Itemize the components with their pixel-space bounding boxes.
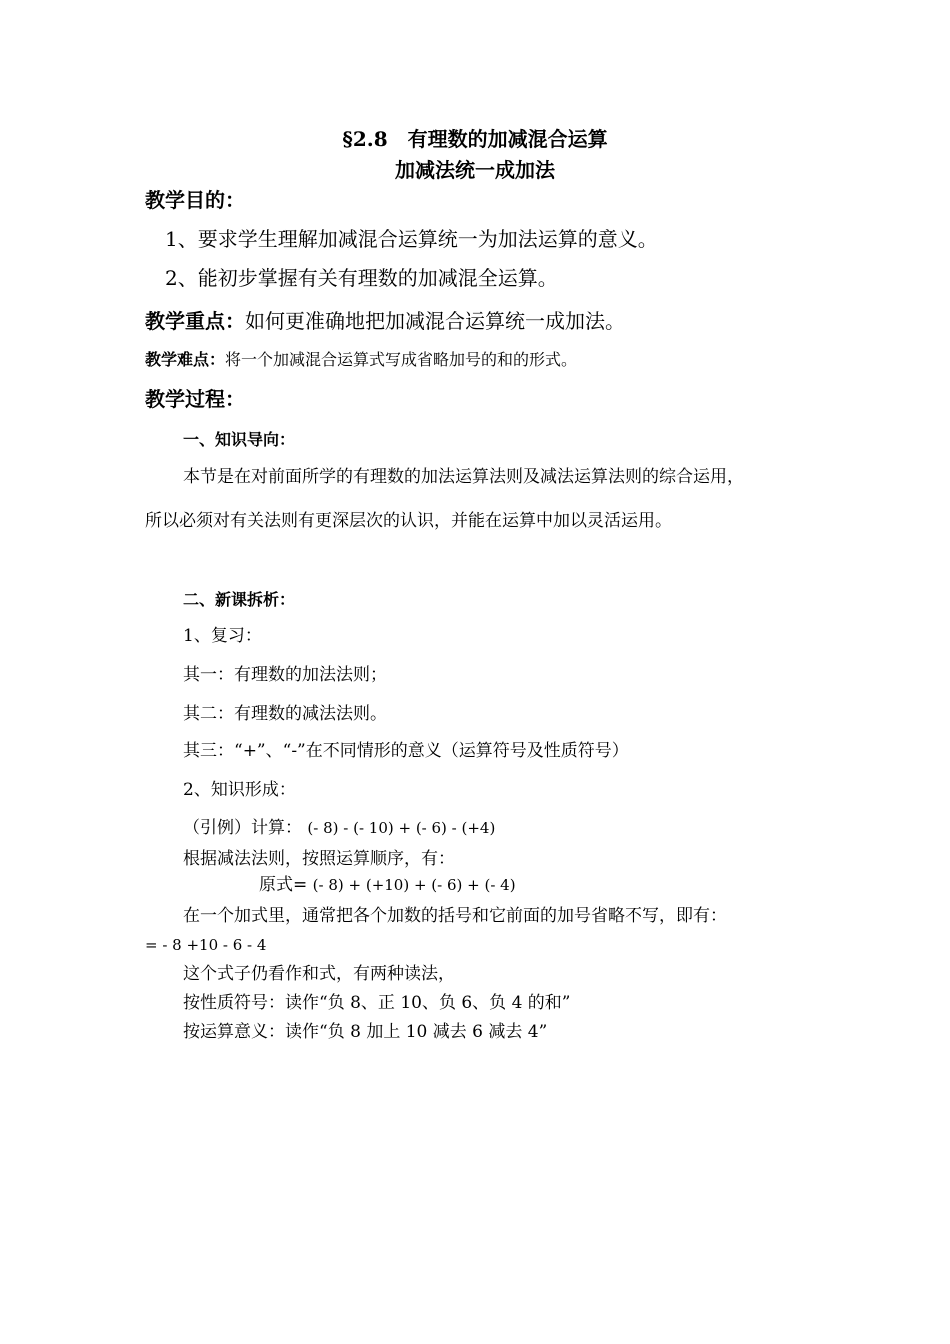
section2-heading: 二、新课拆析： bbox=[183, 590, 296, 609]
review-title: 1、复习： bbox=[183, 626, 262, 646]
review-item-2: 其二：有理数的减法法则。 bbox=[183, 704, 387, 724]
review-item-1: 其一：有理数的加法法则； bbox=[183, 665, 387, 685]
difficulty-text: 将一个加减混合运算式写成省略加号的和的形式。 bbox=[225, 350, 578, 369]
page-subtitle: 加减法统一成加法 bbox=[395, 158, 555, 182]
original-expression: (- 8) + (+10) + (- 6) + (- 4) bbox=[312, 876, 516, 894]
formation-title: 2、知识形成： bbox=[183, 780, 296, 800]
key-point bbox=[145, 309, 625, 333]
example-label: （引例）计算： bbox=[183, 818, 302, 838]
process-heading: 教学过程： bbox=[145, 387, 245, 411]
example-line bbox=[183, 818, 495, 838]
difficulty bbox=[145, 350, 577, 369]
objectives-heading: 教学目的： bbox=[145, 188, 245, 212]
page-title: §2.8 有理数的加减混合运算 bbox=[342, 127, 608, 151]
section1-para-line2: 所以必须对有关法则有更深层次的认识，并能在运算中加以灵活运用。 bbox=[145, 511, 672, 531]
example-expression: (- 8) - (- 10) + (- 6) - (+4) bbox=[307, 819, 496, 837]
rule-text: 根据减法法则，按照运算顺序，有： bbox=[183, 849, 455, 869]
key-point-text: 如何更准确地把加减混合运算统一成加法。 bbox=[245, 309, 625, 333]
omit-text: 在一个加式里，通常把各个加数的括号和它前面的加号省略不写，即有： bbox=[183, 906, 727, 926]
section1-para-line1: 本节是在对前面所学的有理数的加法运算法则及减法运算法则的综合运用， bbox=[183, 467, 744, 487]
reading-by-operation: 按运算意义：读作“负 8 加上 10 减去 6 减去 4” bbox=[183, 1022, 548, 1042]
original-line bbox=[259, 875, 516, 895]
key-point-label: 教学重点： bbox=[145, 309, 245, 333]
difficulty-label: 教学难点： bbox=[145, 350, 226, 369]
review-item-3: 其三：“+”、“-”在不同情形的意义（运算符号及性质符号） bbox=[183, 741, 629, 761]
sum-note: 这个式子仍看作和式，有两种读法， bbox=[183, 964, 455, 984]
simplified-expression: = - 8 +10 - 6 - 4 bbox=[145, 936, 267, 954]
objective-item-1: 1、要求学生理解加减混合运算统一为加法运算的意义。 bbox=[165, 227, 658, 251]
section1-heading: 一、知识导向： bbox=[183, 430, 296, 449]
original-label: 原式= bbox=[259, 875, 308, 895]
objective-item-2: 2、能初步掌握有关有理数的加减混全运算。 bbox=[165, 266, 558, 290]
reading-by-sign: 按性质符号：读作“负 8、正 10、负 6、负 4 的和” bbox=[183, 993, 571, 1013]
